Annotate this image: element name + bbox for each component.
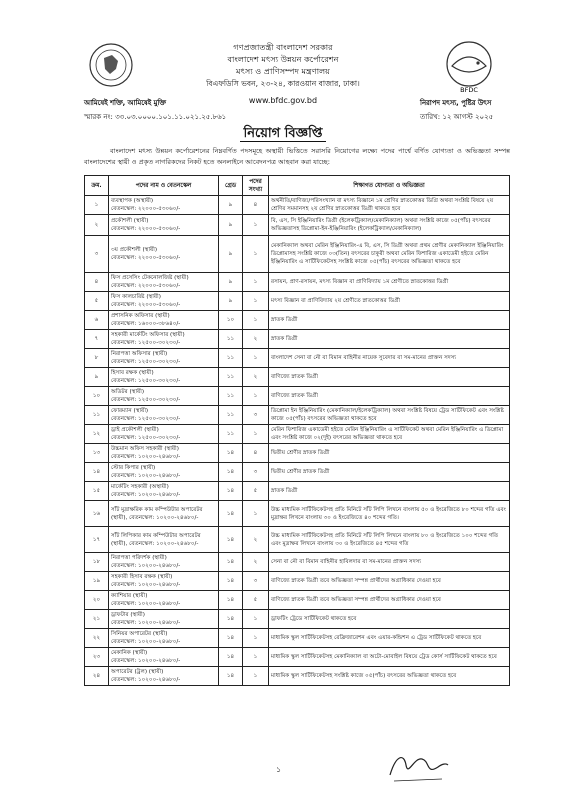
cell-grade: ৯	[219, 292, 243, 311]
cell-qualification: মৎস্য বিজ্ঞান বা প্রাণিবিদ্যায় ২য় শ্রেণীতে স্নাতকোত্তর ডিগ্রী	[269, 292, 510, 311]
post-name: ক্যাশিয়ার (স্থায়ী)	[111, 593, 148, 599]
post-name: অডিটর (স্থায়ী)	[111, 389, 145, 395]
post-name: সিনিয়র অপারেটর (স্থায়ী)	[111, 631, 168, 637]
cell-sl: ১৭	[85, 527, 109, 553]
cell-sl: ৭	[85, 330, 109, 349]
post-pay-scale: বেতনস্কেল: ১০২০০-২৪৬৮০/-	[111, 601, 181, 607]
header-government: গণপ্রজাতন্ত্রী বাংলাদেশ সরকার	[233, 42, 333, 52]
post-pay-scale: বেতনস্কেল: ২২০০০-৫৩০৬০/-	[111, 283, 181, 289]
jobs-table	[84, 175, 510, 686]
cell-sl: ১৮	[85, 553, 109, 572]
table-row	[85, 368, 510, 387]
cell-grade: ৯	[219, 196, 243, 215]
cell-count: ২	[243, 368, 269, 387]
notice-title-text: নিয়োগ বিজ্ঞপ্তি	[240, 126, 327, 142]
post-pay-scale: বেতনস্কেল: ২২০০০-৫৩০৬০/-	[111, 302, 181, 308]
post-pay-scale: বেতনস্কেল: ১২৫০০-৩০২৩০/-	[111, 340, 181, 346]
cell-qualification: বাংলাদেশ সেনা বা নৌ বা বিমান বাহিনীর নায়েক সুবেদার বা সম-মানের প্রাক্তন সদস্য	[269, 349, 510, 368]
cell-qualification: উচ্চ মাধ্যমিক সার্টিফিকেটসহ প্রতি মিনিটে সাঁট লিপি লিখনে বাংলায় ৮০ ও ইংরেজিতে ১০০ শব্দের গতি এবং মুদ্রাক্ষর লিখনে বাংলায় ৩০ ও ইংরেজিতে ৪৫ শব্দের গতি	[269, 527, 510, 553]
cell-sl: ১৯	[85, 572, 109, 591]
header-count: পদের সংখ্যা	[243, 176, 269, 196]
cell-qualification: স্নাতক ডিগ্রী	[269, 482, 510, 501]
table-row	[85, 330, 510, 349]
post-name: প্রশাসনিক অফিসার (স্থায়ী)	[111, 313, 170, 319]
post-pay-scale: বেতনস্কেল: ২২০০০-৫৩০৬০/-	[111, 255, 181, 261]
cell-grade: ১৪	[219, 463, 243, 482]
cell-qualification: স্নাতক ডিগ্রী	[269, 311, 510, 330]
cell-qualification: বি, এস, সি ইঞ্জিনিয়ারিং ডিগ্রী (ইলেকট্রিক্যাল/মেকানিক্যাল) অথবা সংশ্লিষ্ট কাজে ০৫(পাঁচ) বৎসরের অভিজ্ঞতাসহ ডিপ্লোমা-ইন-ইঞ্জিনিয়ারিং (ইলেকট্রিক্যাল/মেকানিক্যাল)	[269, 215, 510, 236]
post-name: উচ্চমান অফিস সহকারী (স্থায়ী)	[111, 446, 179, 452]
post-name: সহকারী মার্কেটিং অফিসার (স্থায়ী)	[111, 332, 185, 338]
header-qualification: শিক্ষাগত যোগ্যতা ও অভিজ্ঞতা	[269, 176, 510, 196]
table-row	[85, 629, 510, 648]
cell-qualification: অর্থনীতি/বাণিজ্য/পরিসংখ্যান বা মৎস্য বিজ্ঞানে ১ম শ্রেণির স্নাতকোত্তর ডিগ্রি অথবা সংশ্লিষ্ট বিষয়ে ২য় শ্রেণির সমমানসহ ২য় শ্রেণির স্নাতকোত্তর ডিগ্রী থাকতে হবে	[269, 196, 510, 215]
cell-grade: ৯	[219, 273, 243, 292]
cell-count: ৩	[243, 572, 269, 591]
post-name: মার্কেটিং সহকারী (অস্থায়ী)	[111, 484, 169, 490]
cell-sl: ১০	[85, 387, 109, 406]
bfdc-logo-text: BFDC	[460, 86, 478, 94]
post-pay-scale: বেতনস্কেল: ১২৫০০-৩০২৩০/-	[111, 359, 181, 365]
header-sl: ক্রম.	[85, 176, 109, 196]
cell-count: ১	[243, 311, 269, 330]
cell-qualification: উচ্চ মাধ্যমিক সার্টিফিকেটসহ প্রতি মিনিটে সাঁট লিপি লিখনে বাংলায় ৫০ ও ইংরেজিতে ৮০ শব্দের গতি এবং মুদ্রাক্ষর লিখনে বাংলায় ৩০ ও ইংরেজিতে ৪০ শব্দের গতি।	[269, 501, 510, 527]
cell-post	[109, 572, 219, 591]
cell-sl: ৯	[85, 368, 109, 387]
post-name: সাঁট লিপিকার কাম কম্পিউটার অপারেটর (স্থায়ী), বেতনস্কেল: ১০২০০-২৪৬৮০/-	[111, 532, 201, 547]
post-name: ৩য় প্রকৌশলী (স্থায়ী)	[111, 247, 158, 253]
cell-count: ১	[243, 667, 269, 686]
cell-grade: ১৪	[219, 610, 243, 629]
table-row	[85, 610, 510, 629]
post-name: স্টোর কিপার (স্থায়ী)	[111, 465, 156, 471]
table-row	[85, 553, 510, 572]
cell-qualification: দ্বিতীয় শ্রেণীর স্নাতক ডিগ্রী	[269, 444, 510, 463]
cell-post	[109, 292, 219, 311]
cell-count: ১	[243, 292, 269, 311]
post-pay-scale: বেতনস্কেল: ১০২০০-২৪৬৮০/-	[111, 620, 181, 626]
cell-qualification: রসায়ন, প্রাণ-রসায়ন, মৎস্য বিজ্ঞান বা প্রাণিবিদ্যায় ১ম শ্রেণীতে স্নাতকোত্তর ডিগ্রী	[269, 273, 510, 292]
header-website: www.bfdc.gov.bd	[248, 96, 318, 105]
post-name: নিরাপত্তা অফিসার (স্থায়ী)	[111, 351, 168, 357]
cell-post	[109, 425, 219, 444]
cell-post	[109, 406, 219, 425]
cell-count: ২	[243, 527, 269, 553]
post-pay-scale: বেতনস্কেল: ১২৫০০-৩০২৩০/-	[111, 416, 181, 422]
cell-count: ২	[243, 553, 269, 572]
cell-post	[109, 330, 219, 349]
cell-grade: ১১	[219, 368, 243, 387]
table-row	[85, 648, 510, 667]
table-body	[85, 196, 510, 686]
table-row	[85, 527, 510, 553]
intro-paragraph: বাংলাদেশ মৎস্য উন্নয়ন কর্পোরেশনের নিম্নবর্ণিত পদসমূহে অস্থায়ী ভিত্তিতে সরাসরি নিয়োগের লক্ষ্যে পদের পার্শ্বে বর্ণিত যোগ্যতা ও অভিজ্ঞতা সম্পন্ন বাংলাদেশের স্থায়ী ও প্রকৃত নাগরিকদের নিকট হতে অনলাইনে আবেদনপত্র আহবান করা যাচ্ছে:	[84, 147, 510, 166]
cell-grade: ১৪	[219, 572, 243, 591]
cell-sl: ১৪	[85, 463, 109, 482]
cell-qualification: বাণিজ্যে স্নাতক ডিগ্রী	[269, 368, 510, 387]
cell-qualification: মাধ্যমিক স্কুল সার্টিফিকেটসহ রেফ্রিজারেশন এবং এয়ার-কন্ডিশন এ ট্রেড সার্টিফিকেট থাকতে হবে	[269, 629, 510, 648]
post-pay-scale: বেতনস্কেল: ১৬০০০-৩৮৬৪০/-	[111, 321, 181, 327]
cell-sl: ২১	[85, 610, 109, 629]
table-header-row	[85, 176, 510, 196]
signature-icon	[382, 745, 452, 787]
cell-count: ৪	[243, 196, 269, 215]
cell-post	[109, 368, 219, 387]
memo-number: স্মারক নং: ৩৩.০৩.০০০০.১০১.১১.০২১.২৫.৮৬১	[84, 113, 227, 121]
cell-qualification: বাণিজ্যে স্নাতক ডিগ্রী তবে অভিজ্ঞতা সম্পন্ন প্রার্থীদের অগ্রাধিকার দেওয়া হবে	[269, 591, 510, 610]
table-row	[85, 215, 510, 236]
cell-qualification: বাণিজ্যে স্নাতক ডিগ্রী	[269, 387, 510, 406]
table-row	[85, 591, 510, 610]
cell-post	[109, 196, 219, 215]
cell-post	[109, 463, 219, 482]
cell-qualification: মেরিন ফিশারিজ একাডেমী হইতে মেরিন ইঞ্জিনিয়ারিং এ সার্টিফিকেট অথবা মেরিন ইঞ্জিনিয়ারিং এ ডিপ্লোমা এবং সংশ্লিষ্ট কাজে ০২(দুই) বৎসরের অভিজ্ঞতা থাকতে হবে	[269, 425, 510, 444]
table-row	[85, 572, 510, 591]
motto-right: নিরাপদ মৎস্য, পুষ্টির উৎস	[420, 99, 492, 107]
cell-sl: ৪	[85, 273, 109, 292]
cell-post	[109, 527, 219, 553]
cell-post	[109, 349, 219, 368]
cell-count: ১	[243, 273, 269, 292]
cell-post	[109, 236, 219, 273]
post-pay-scale: বেতনস্কেল: ২২০০০-৫৩০৬০/-	[111, 206, 181, 212]
post-name: নিরাপত্তা পরিদর্শক (স্থায়ী)	[111, 555, 167, 561]
post-pay-scale: বেতনস্কেল: ১০২০০-২৪৬৮০/-	[111, 563, 181, 569]
cell-grade: ১৪	[219, 667, 243, 686]
cell-grade: ১৪	[219, 591, 243, 610]
post-name: সাঁট মুদ্রাক্ষরিক কাম কম্পিউটার অপারেটর (স্থায়ী), বেতনস্কেল: ১০২০০-২৪৬৮০/-	[111, 506, 203, 521]
post-name: ফিস কালচারিষ্ট (স্থায়ী)	[111, 294, 161, 300]
post-name: প্রকৌশলী (স্থায়ী)	[111, 218, 149, 224]
cell-sl: ২৪	[85, 667, 109, 686]
post-name: ফিস প্রসেসিং টেকনোলজিষ্ট (স্থায়ী)	[111, 275, 189, 281]
page-number: ১	[276, 765, 282, 774]
cell-sl: ১২	[85, 425, 109, 444]
cell-sl: ২	[85, 215, 109, 236]
cell-post	[109, 482, 219, 501]
cell-grade: ১৪	[219, 629, 243, 648]
motto-left: আমিষেই শক্তি, আমিষেই মুক্তি	[84, 99, 166, 107]
table-row	[85, 425, 510, 444]
cell-count: ১	[243, 425, 269, 444]
post-name: সহকারী হিসাব রক্ষক (স্থায়ী)	[111, 574, 173, 580]
cell-post	[109, 444, 219, 463]
table-row	[85, 292, 510, 311]
cell-count: ১	[243, 610, 269, 629]
cell-count: ৩	[243, 463, 269, 482]
cell-sl: ৫	[85, 292, 109, 311]
cell-post	[109, 387, 219, 406]
table-row	[85, 196, 510, 215]
cell-post	[109, 629, 219, 648]
header-ministry: মৎস্য ও প্রাণিসম্পদ মন্ত্রণালয়	[236, 66, 330, 76]
table-row	[85, 311, 510, 330]
cell-grade: ১১	[219, 387, 243, 406]
cell-qualification: মেকানিক্যাল অথবা মেরিন ইঞ্জিনিয়ারিং-এ বি, এস, সি ডিগ্রী অথবা প্রথম শ্রেণীর মেকানিক্যাল ইঞ্জিনিয়ারিং ডিপ্লোমাসহ সংশ্লিষ্ট কাজে ০৩(তিন) বৎসরের চাকুরী অথবা মেরিন ফিশারিজ একাডেমী হইতে মেরিন ইঞ্জিনিয়ারিং এ সার্টিফিকেটসহ সংশ্লিষ্ট কাজে ০৫(পাঁচ) বৎসরের অভিজ্ঞতা থাকতে হবে	[269, 236, 510, 273]
cell-qualification: মাধ্যমিক স্কুল সার্টিফিকেটসহ সংশ্লিষ্ট কাজে ০৫(পাঁচ) বৎসরের অভিজ্ঞতা থাকতে হবে	[269, 667, 510, 686]
post-pay-scale: বেতনস্কেল: ১২৫০০-৩০২৩০/-	[111, 435, 181, 441]
cell-grade: ১১	[219, 406, 243, 425]
cell-count: ৩	[243, 406, 269, 425]
table-row	[85, 463, 510, 482]
cell-qualification: দ্বিতীয় শ্রেণীর স্নাতক ডিগ্রী	[269, 463, 510, 482]
cell-grade: ১৪	[219, 553, 243, 572]
post-pay-scale: বেতনস্কেল: ১২৫০০-৩০২৩০/-	[111, 397, 181, 403]
cell-sl: ১৫	[85, 482, 109, 501]
post-pay-scale: বেতনস্কেল: ১০২০০-২৪৬৮০/-	[111, 658, 181, 664]
cell-grade: ৯	[219, 236, 243, 273]
header-post: পদের নাম ও বেতনস্কেল	[109, 176, 219, 196]
cell-count: ১	[243, 236, 269, 273]
header-address: বিএফডিসি ভবন, ২৩-২৪, কারওয়ান বাজার, ঢাকা।	[206, 79, 360, 88]
post-pay-scale: বেতনস্কেল: ১০২০০-২৪৬৮০/-	[111, 473, 181, 479]
cell-qualification: ডিপ্লোমা ইন ইঞ্জিনিয়ারিং (মেকানিক্যাল/ইলেকট্রিক্যাল) অথবা সংশ্লিষ্ট বিষয়ে ট্রেড সার্টিফিকেট এবং সংশ্লিষ্ট কাজে ০৫(পাঁচ) বৎসরের অভিজ্ঞতা থাকতে হবে	[269, 406, 510, 425]
table-row	[85, 236, 510, 273]
table-row	[85, 273, 510, 292]
cell-sl: ১১	[85, 406, 109, 425]
table-row	[85, 387, 510, 406]
notice-date: তারিখ: ১২ আগস্ট ২০২৫	[420, 113, 494, 121]
cell-qualification: মাধ্যমিক স্কুল সার্টিফিকেটসহ মেকানিক্যাল বা অটো-মোবাইল বিষয়ে ট্রেড কোর্স সার্টিফিকেট থাকতে হবে	[269, 648, 510, 667]
cell-post	[109, 273, 219, 292]
post-name: ব্যবস্থাপক (অস্থায়ী)	[111, 198, 154, 204]
cell-grade: ১১	[219, 349, 243, 368]
header-grade: গ্রেড	[219, 176, 243, 196]
cell-post	[109, 215, 219, 236]
cell-post	[109, 311, 219, 330]
cell-post	[109, 610, 219, 629]
cell-qualification: বাণিজ্যে স্নাতক ডিগ্রী তবে অভিজ্ঞতা সম্পন্ন প্রার্থীদের অগ্রাধিকার দেওয়া হবে	[269, 572, 510, 591]
cell-grade: ৯	[219, 215, 243, 236]
table-row	[85, 444, 510, 463]
cell-post	[109, 667, 219, 686]
cell-qualification: স্নাতক ডিগ্রী	[269, 330, 510, 349]
cell-sl: ১	[85, 196, 109, 215]
cell-count: ১	[243, 648, 269, 667]
post-pay-scale: বেতনস্কেল: ২২০০০-৫৩০৬০/-	[111, 226, 181, 232]
cell-qualification: সেনা বা নৌ বা বিমান বাহিনীর হাবিলদার বা সম-মানের প্রাক্তন সদস্য	[269, 553, 510, 572]
cell-qualification: ড্রাফটিং ট্রেডে সার্টিফিকেট থাকতে হবে	[269, 610, 510, 629]
table-row	[85, 482, 510, 501]
cell-grade: ১০	[219, 311, 243, 330]
post-pay-scale: বেতনস্কেল: ১০২০০-২৪৬৮০/-	[111, 677, 181, 683]
cell-count: ১	[243, 349, 269, 368]
cell-sl: ২০	[85, 591, 109, 610]
cell-post	[109, 648, 219, 667]
cell-post	[109, 553, 219, 572]
cell-grade: ১৪	[219, 501, 243, 527]
cell-count: ৫	[243, 482, 269, 501]
cell-grade: ১১	[219, 330, 243, 349]
cell-grade: ১১	[219, 425, 243, 444]
cell-post	[109, 501, 219, 527]
cell-sl: ৮	[85, 349, 109, 368]
cell-sl: ৬	[85, 311, 109, 330]
post-name: ফোরম্যান (স্থায়ী)	[111, 408, 149, 414]
cell-count: ১	[243, 215, 269, 236]
cell-count: ৫	[243, 591, 269, 610]
cell-sl: ১৬	[85, 501, 109, 527]
post-name: হিসাব রক্ষক (স্থায়ী)	[111, 370, 154, 376]
cell-count: ৪	[243, 444, 269, 463]
post-pay-scale: বেতনস্কেল: ১২৫০০-৩০২৩০/-	[111, 378, 181, 384]
table-row	[85, 501, 510, 527]
cell-count: ১	[243, 629, 269, 648]
cell-grade: ১৪	[219, 444, 243, 463]
cell-sl: ৩	[85, 236, 109, 273]
cell-sl: ১৩	[85, 444, 109, 463]
post-pay-scale: বেতনস্কেল: ১০২০০-২৪৬৮০/-	[111, 639, 181, 645]
cell-count: ১	[243, 387, 269, 406]
post-name: মেকানিক (স্থায়ী)	[111, 650, 148, 656]
notice-title	[150, 124, 416, 145]
post-name: ড্রাফটার (স্থায়ী)	[111, 612, 145, 618]
post-name: ড্রাই প্রকৌশলী (স্থায়ী)	[111, 427, 159, 433]
post-name: অপারেটর (ট্রল) (স্থায়ী)	[111, 669, 164, 675]
cell-count: ২	[243, 330, 269, 349]
cell-sl: ২৩	[85, 648, 109, 667]
table-row	[85, 406, 510, 425]
header-corporation: বাংলাদেশ মৎস্য উন্নয়ন কর্পোরেশন	[227, 54, 339, 64]
table-row	[85, 349, 510, 368]
post-pay-scale: বেতনস্কেল: ১০২০০-২৪৬৮০/-	[111, 582, 181, 588]
cell-sl: ২২	[85, 629, 109, 648]
cell-grade: ১৪	[219, 527, 243, 553]
table-row	[85, 667, 510, 686]
cell-grade: ১৪	[219, 482, 243, 501]
cell-post	[109, 591, 219, 610]
post-pay-scale: বেতনস্কেল: ১০২০০-২৪৬৮০/-	[111, 454, 181, 460]
cell-grade: ১৪	[219, 648, 243, 667]
cell-count: ১	[243, 501, 269, 527]
post-pay-scale: বেতনস্কেল: ১০২০০-২৪৬৮০/-	[111, 492, 181, 498]
